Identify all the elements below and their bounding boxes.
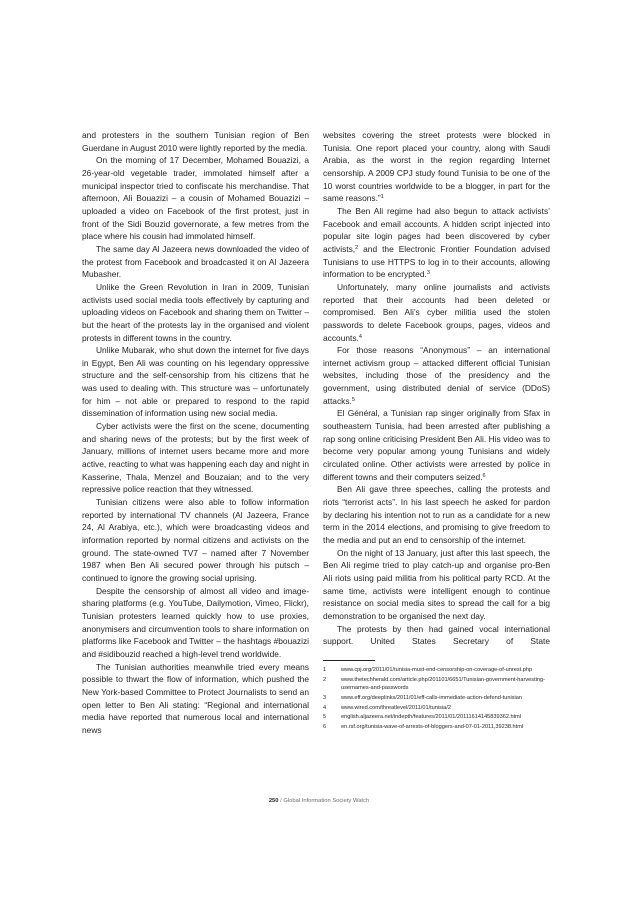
paragraph: El Général, a Tunisian rap singer originally from Sfax in southeastern Tunisia, had been arrested after publishing a rap song online criticising President Ben Ali. His video was to become very popular among young Tunisians and widely circulated online. Other activists were arrested by police in different towns and their computers seized.$^6$ <box>323 408 550 482</box>
paragraph: The Ben Ali regime had also begun to attack activists’ Facebook and email accounts. A hidden script injected into popular site login pages had been discovered by cyber activists,$^2$ and the Electronic Frontier Foundation advised Tunisians to use HTTPS to log in to their accounts, allowing information to be encrypted.$^3$ <box>323 205 550 280</box>
footnote-ref: 6 <box>482 472 486 479</box>
footnote-url: www.cpj.org/2011/01/tunisia-must-end-censorship-on-coverage-of-unrest.php <box>341 667 533 673</box>
paragraph: For those reasons “Anonymous” – an international internet activism group – attacked different official Tunisian websites, including those of the presidency and the government, using distributed denial of service (DDoS) attacks.$^5$ <box>323 345 550 406</box>
footnote-ref: 3 <box>426 270 430 277</box>
paragraph: websites covering the street protests were blocked in Tunisia. One report placed your country, along with Saudi Arabia, as the worst in the region regarding Internet censorship. A 2009 CPJ study found Tunisia to be one of the 10 worst countries worldwide to be a blogger, in part for the same reasons.”$^1$ <box>323 130 550 204</box>
left-column <box>82 129 309 737</box>
paragraph: The Tunisian authorities meanwhile tried every means possible to thwart the flow of information, which pushed the New York-based Committee to Protect Journalists to send an open letter to Ben Ali stating: “Regional and international media have reported that numerous local and international news <box>82 661 309 735</box>
paragraph: On the night of 13 January, just after this last speech, the Ben Ali regime tried to play catch-up and organise pro-Ben Ali riots using paid militia from his political party RCD. At the same time, activists were intelligent enough to continue resistance on social media sites to spread the call for a big demonstration to be organised the next day. <box>323 547 550 621</box>
paragraph: Unlike Mubarak, who shut down the internet for five days in Egypt, Ben Ali was counting on his legendary oppressive structure and the self-censorship from his citizens that he was used to dealing with. This structure was – unfortunately for him – not able or prepared to respond to the rapid dissemination of information using new social media. <box>82 345 309 419</box>
footnote-ref: 1 <box>380 194 384 201</box>
footnote-ref: 2 <box>355 244 359 251</box>
page-number: 250 <box>268 798 279 804</box>
footnote-url: www.eff.org/deeplinks/2011/01/eff-calls-immediate-action-defend-tunisian <box>341 694 522 701</box>
footnote-ref: 5 <box>351 396 355 403</box>
footnotes <box>323 666 550 733</box>
footnote: 4 www.wired.com/threatlevel/2011/01/tunisia/2 <box>323 704 451 711</box>
footnote-divider <box>323 660 375 661</box>
footnote: 5 english.aljazeera.net/indepth/features/2011/01/20111614145839362.html <box>323 714 522 721</box>
page-footer <box>0 798 638 804</box>
paragraph: Ben Ali gave three speeches, calling the protests and riots “terrorist acts”. In his last speech he asked for pardon by declaring his intention not to run as a candidate for a new term in the 2014 elections, and promising to give freedom to the media and put an end to censorship of the internet. <box>323 484 550 545</box>
paragraph: Cyber activists were the first on the scene, documenting and sharing news of the protests; but by the first week of January, millions of internet users became more and more active, reacting to what was happening each day and night in Kasserine, Thala, Menzel and Bouzaian; and to the very repressive police reaction that they witnessed. <box>82 421 309 495</box>
paragraph: Unfortunately, many online journalists and activists reported that their accounts had been deleted or compromised. Ben Ali’s cyber militia used the stolen passwords to delete Facebook groups, pages, videos and accounts.$^4$ <box>323 281 550 343</box>
footnote: 1 www.cpj.org/2011/01/tunisia-must-end-censorship-on-coverage-of-unrest.php <box>323 667 533 673</box>
footnote-ref: 4 <box>358 333 362 340</box>
paragraph: Despite the censorship of almost all video and image-sharing platforms (e.g. YouTube, Dailymotion, Vimeo, Flickr), Tunisian protesters learned quickly how to use proxies, anonymisers and circumvention tools to share information on platforms like Facebook and Twitter – the hashtags #bouazizi and #sidibouzid reached a high-level trend worldwide. <box>82 585 309 659</box>
right-column <box>323 129 550 648</box>
paragraph: On the morning of 17 December, Mohamed Bouazizi, a 26-year-old vegetable trader, immolated himself after a municipal inspector tried to confiscate his merchandise. That afternoon, Ali Bouazizi – a cousin of Mohamed Bouazizi – uploaded a video on Facebook of the first protest, just in front of the Sidi Bouzid governorate, a few metres from the place where his cousin had immolated himself. <box>82 155 309 242</box>
footnote-url: www.thetechherald.com/article.php/201101/6651/Tunisian-government-harvesting-usernames-and-passwords <box>341 676 545 692</box>
paragraph: The protests by then had gained vocal international support. United States Secretary of State <box>323 623 550 647</box>
footnote-url: en.rsf.org/tunisia-wave-of-arrests-of-bloggers-and-07-01-2011,39238.html <box>341 723 524 730</box>
footnote-url: www.wired.com/threatlevel/2011/01/tunisia/2 <box>341 704 451 711</box>
footnote: 6 en.rsf.org/tunisia-wave-of-arrests-of-bloggers-and-07-01-2011,39238.html <box>323 723 524 730</box>
paragraph: and protesters in the southern Tunisian region of Ben Guerdane in August 2010 were lightly reported by the media. <box>82 130 309 153</box>
publication-title: Global Information Society Watch <box>283 798 370 804</box>
footer-separator: / <box>278 798 284 804</box>
footnote: 2 www.thetechherald.com/article.php/201101/6651/Tunisian-government-harvesting-usernames-and-passwords <box>323 676 545 692</box>
paragraph: The same day Al Jazeera news downloaded the video of the protest from Facebook and broadcasted it on Al Jazeera Mubasher. <box>82 243 309 280</box>
footnote: 3 www.eff.org/deeplinks/2011/01/eff-calls-immediate-action-defend-tunisian <box>323 694 522 701</box>
paragraph: Tunisian citizens were also able to follow information reported by international TV channels (Al Jazeera, France 24, Al Arabiya, etc.), which were broadcasting videos and information reported by normal citizens and activists on the ground. The state-owned TV7 – named after 7 November 1987 when Ben Ali secured power through his putsch – continued to ignore the growing social uprising. <box>82 497 309 583</box>
footnote-url: english.aljazeera.net/indepth/features/2011/01/20111614145839362.html <box>341 714 522 721</box>
paragraph: Unlike the Green Revolution in Iran in 2009, Tunisian activists used social media tools effectively by capturing and uploading videos on Facebook and sharing them on Twitter – but the heart of the protests lay in the organised and violent protests in different towns in the country. <box>82 281 309 343</box>
